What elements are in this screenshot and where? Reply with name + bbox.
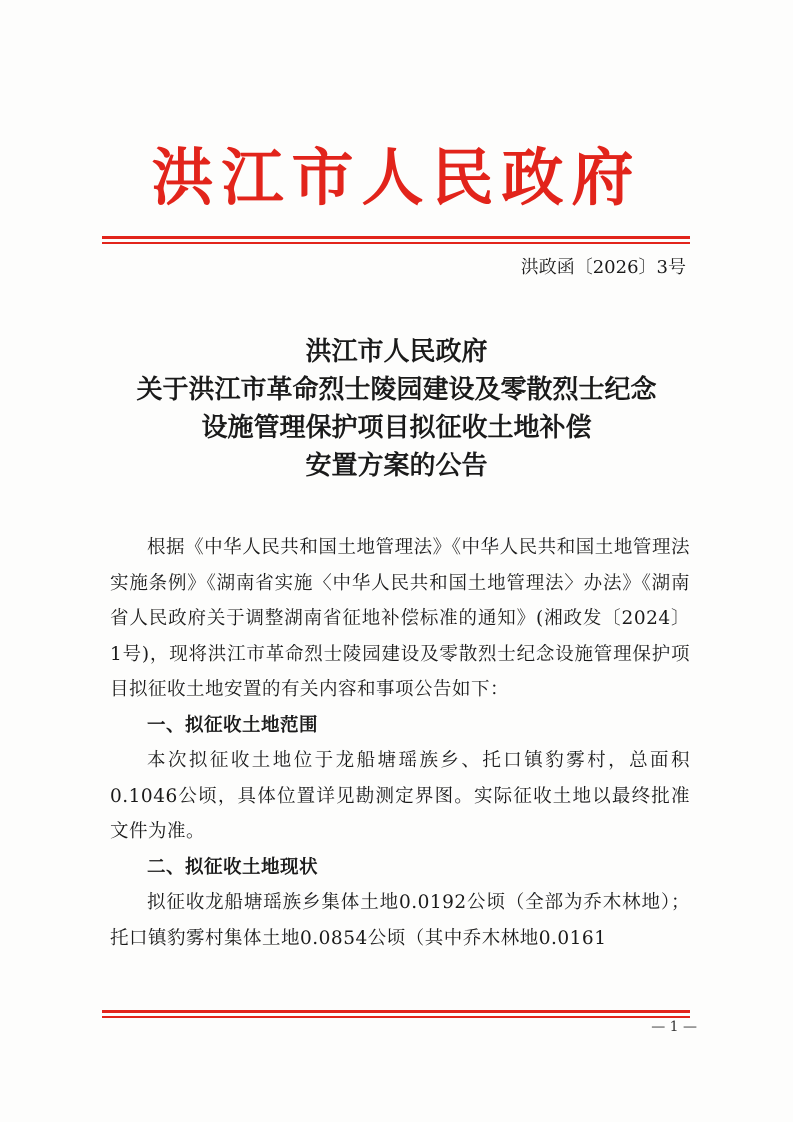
- footer-rule-thin: [102, 1016, 690, 1018]
- title-line: 关于洪江市革命烈士陵园建设及零散烈士纪念: [136, 375, 657, 405]
- masthead-title: 洪江市人民政府: [151, 141, 642, 214]
- document-body: [110, 530, 690, 956]
- section-paragraph: 拟征收龙船塘瑶族乡集体土地0.0192公顷（全部为乔木林地）；托口镇豹雾村集体土地0.0854公顷（其中乔木林地0.0161: [110, 892, 690, 949]
- document-number: 洪政函〔2026〕3号: [520, 257, 686, 278]
- intro-paragraph: 根据《中华人民共和国土地管理法》《中华人民共和国土地管理法实施条例》《湖南省实施〈中华人民共和国土地管理法〉办法》《湖南省人民政府关于调整湖南省征地补偿标准的通知》(湘政发〔2024〕1号)，现将洪江市革命烈士陵园建设及零散烈士纪念设施管理保护项目拟征收土地安置的有关内容和事项公告如下：: [110, 537, 690, 700]
- footer-rule-top: [102, 1010, 690, 1013]
- masthead-rule-thin: [102, 242, 690, 244]
- masthead-rule-top: [102, 236, 690, 239]
- section-heading: 一、拟征收土地范围: [147, 714, 319, 736]
- section-paragraph: 本次拟征收土地位于龙船塘瑶族乡、托口镇豹雾村，总面积0.1046公顷，具体位置详见勘测定界图。实际征收土地以最终批准文件为准。: [110, 750, 690, 842]
- section-heading: 二、拟征收土地现状: [147, 856, 319, 878]
- document-title: [0, 333, 793, 485]
- page-number: — 1 —: [651, 1019, 697, 1035]
- title-line: 安置方案的公告: [305, 451, 488, 481]
- title-line: 设施管理保护项目拟征收土地补偿: [201, 413, 592, 443]
- title-line: 洪江市人民政府: [305, 337, 488, 367]
